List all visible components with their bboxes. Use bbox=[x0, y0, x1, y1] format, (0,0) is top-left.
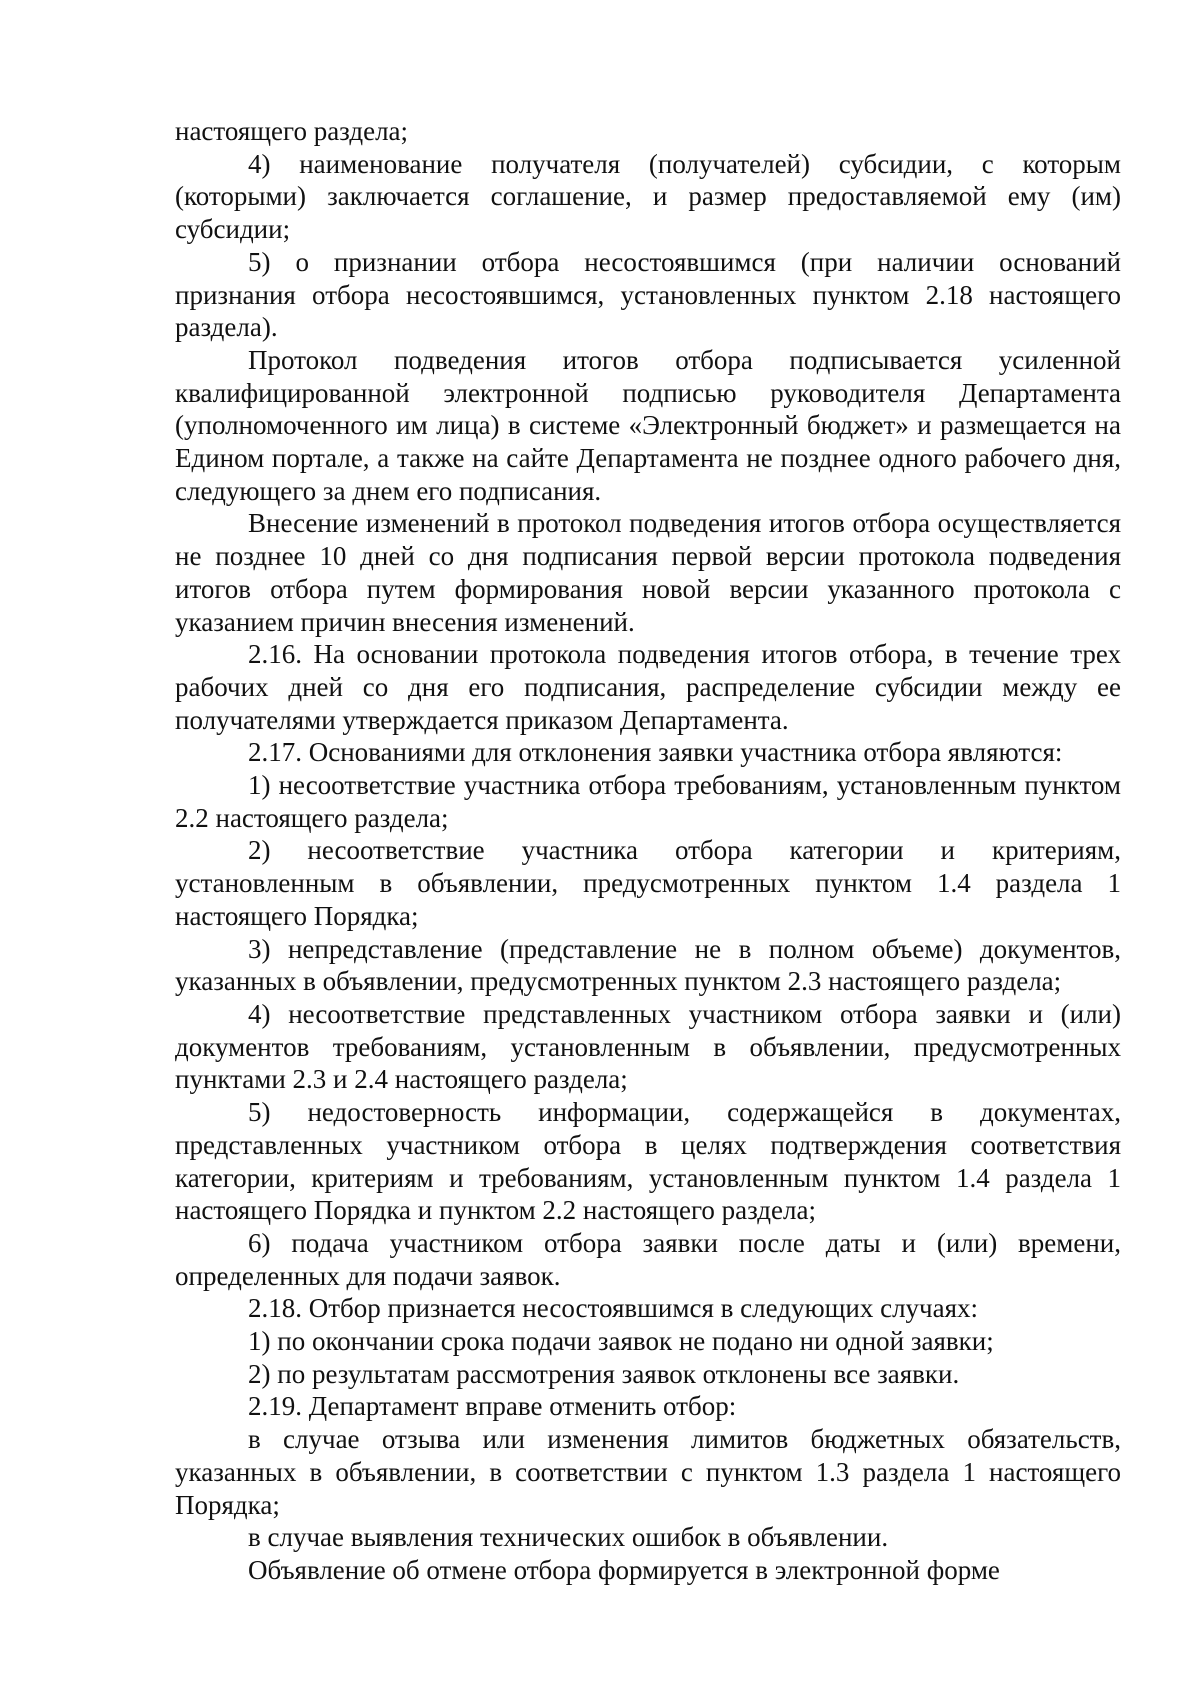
paragraph-2-17-item-5: 5) недостоверность информации, содержащейся в документах, представленных участником отбора в целях подтверждения соответствия категории, критериям и требованиям, установленным пунктом 1.4 раздела 1 настоящего Порядка и пунктом 2.2 настоящего раздела; bbox=[175, 1097, 1121, 1226]
paragraph-2-18-item-1: 1) по окончании срока подачи заявок не подано ни одной заявки; bbox=[248, 1326, 994, 1357]
paragraph-2-17: 2.17. Основаниями для отклонения заявки участника отбора являются: bbox=[248, 737, 1063, 768]
paragraph-2-18-item-2: 2) по результатам рассмотрения заявок отклонены все заявки. bbox=[248, 1358, 960, 1389]
paragraph-protocol-signing: Протокол подведения итогов отбора подписывается усиленной квалифицированной электронной подписью руководителя Департамента (уполномоченного им лица) в системе «Электронный бюджет» и размещается на Едином портале, а также на сайте Департамента не позднее одного рабочего дня, следующего за днем его подписания. bbox=[175, 344, 1121, 506]
paragraph-2-19-case-2: в случае выявления технических ошибок в объявлении. bbox=[248, 1522, 889, 1553]
paragraph-protocol-changes: Внесение изменений в протокол подведения итогов отбора осуществляется не позднее 10 дней со дня подписания первой версии протокола подведения итогов отбора путем формирования новой версии указанного протокола с указанием причин внесения изменений. bbox=[175, 508, 1121, 637]
paragraph-2-18: 2.18. Отбор признается несостоявшимся в следующих случаях: bbox=[248, 1293, 979, 1324]
paragraph-2-17-item-6: 6) подача участником отбора заявки после даты и (или) времени, определенных для подачи заявок. bbox=[175, 1227, 1121, 1291]
paragraph-2-16: 2.16. На основании протокола подведения итогов отбора, в течение трех рабочих дней со дня его подписания, распределение субсидии между ее получателями утверждается приказом Департамента. bbox=[175, 639, 1121, 735]
paragraph-2-17-item-4: 4) несоответствие представленных участником отбора заявки и (или) документов требованиям, установленным в объявлении, предусмотренных пунктами 2.3 и 2.4 настоящего раздела; bbox=[175, 998, 1121, 1095]
paragraph-item-5-selection-failed: 5) о признании отбора несостоявшимся (при наличии оснований признания отбора несостоявшимся, установленных пунктом 2.18 настоящего раздела). bbox=[175, 246, 1121, 343]
paragraph-2-17-item-1: 1) несоответствие участника отбора требованиям, установленным пунктом 2.2 настоящего раздела; bbox=[175, 770, 1121, 833]
paragraph-item-4-recipient-name: 4) наименование получателя (получателей) субсидии, с которым (которыми) заключается соглашение, и размер предоставляемой ему (им) субсидии; bbox=[175, 148, 1121, 245]
paragraph-2-19: 2.19. Департамент вправе отменить отбор: bbox=[248, 1391, 737, 1422]
paragraph-2-17-item-3: 3) непредставление (представление не в полном объеме) документов, указанных в объявлении, предусмотренных пунктом 2.3 настоящего раздела; bbox=[175, 933, 1121, 997]
paragraph-continuation: настоящего раздела; bbox=[175, 116, 409, 146]
paragraph-cancellation-notice: Объявление об отмене отбора формируется в электронной форме bbox=[248, 1554, 1000, 1585]
document-body bbox=[175, 115, 1121, 1587]
paragraph-2-17-item-2: 2) несоответствие участника отбора категории и критериям, установленным в объявлении, предусмотренных пунктом 1.4 раздела 1 настоящего Порядка; bbox=[175, 835, 1121, 931]
paragraph-2-19-case-1: в случае отзыва или изменения лимитов бюджетных обязательств, указанных в объявлении, в соответствии с пунктом 1.3 раздела 1 настоящего Порядка; bbox=[175, 1424, 1121, 1520]
